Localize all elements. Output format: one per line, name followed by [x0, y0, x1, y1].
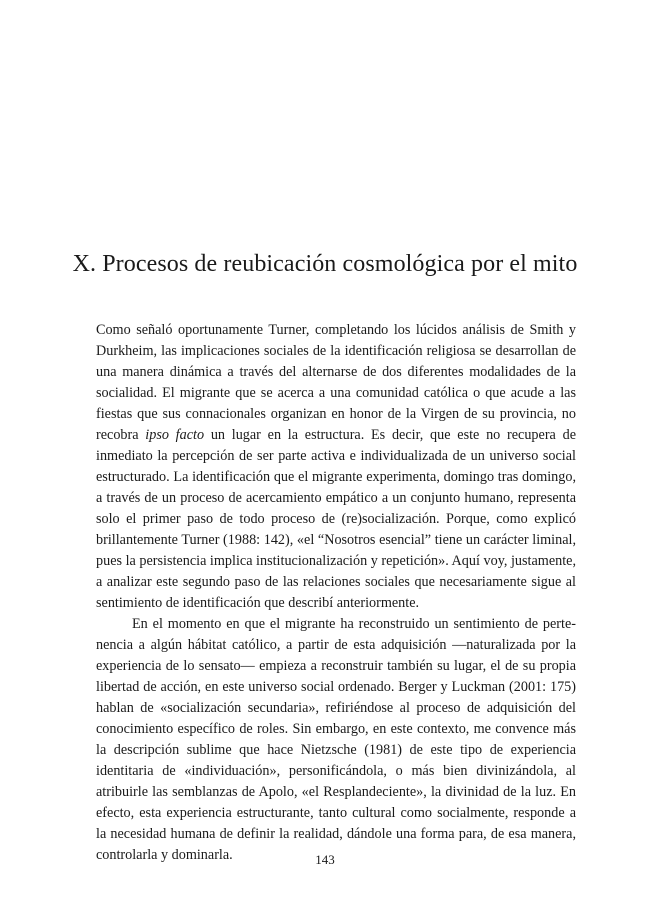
latin-emphasis: ipso facto	[145, 427, 205, 443]
paragraph-2: En el momento en que el migrante ha reconstruido un sentimiento de pertenencia a algún hábitat católico, a partir de esta adquisición —naturalizada por la experiencia de lo sensato— empieza a reconstruir también su lugar, el de su propia libertad de acción, en este universo social ordenado. Berger y Luckman (2001: 175) hablan de «socialización secundaria», refiriéndose al proceso de adquisición del conocimiento específico de roles. Sin embargo, en este contexto, me convence más la descripción sublime que hace Nietzsche (1981) de este tipo de experiencia identitaria de «individuación», personificándola, o más bien divinizándola, al atribuirle las semblanzas de Apolo, «el Resplandeciente», la divinidad de la luz. En efecto, esta experiencia estructurante, tanto cultural como socialmente, responde a la necesidad humana de definir la realidad, dándole una forma para, de esa manera, controlarla y dominarla.	[96, 616, 576, 863]
page-number: 143	[315, 852, 335, 867]
paragraph-1-text-after: un lugar en la estructura. Es decir, que este no recupera de inmediato la percepción de ser parte activa e individualizada de un universo social estructurado. La identificación que el migrante experimenta, domingo tras domingo, a través de un proceso de acercamiento empático a un conjunto humano, representa solo el primer paso de todo proceso de (re)socialización. Porque, como explicó brillantemente Turner (1988: 142), «el “Nosotros esencial” tiene un carácter liminal, pues la persistencia implica institucionalización y repetición». Aquí voy, justamente, a analizar este segundo paso de las relaciones sociales que necesariamente sigue al sentimiento de identificación que describí anteriormente.	[96, 427, 576, 611]
chapter-title: X. Procesos de reubicación cosmológica por el mito	[72, 251, 578, 277]
paragraph-1-text-before: Como señaló oportunamente Turner, completando los lúcidos análisis de Smith y Durkheim, las implicaciones sociales de la identificación religiosa se desarrollan de una manera dinámica a través del alternarse de dos diferentes modalidades de la socialidad. El migrante que se acerca a una comunidad católica o que acude a las fiestas que sus connacionales organizan en honor de la Virgen de su provincia, no recobra	[96, 322, 576, 443]
paragraph-1	[96, 320, 576, 614]
body-text	[96, 320, 576, 866]
